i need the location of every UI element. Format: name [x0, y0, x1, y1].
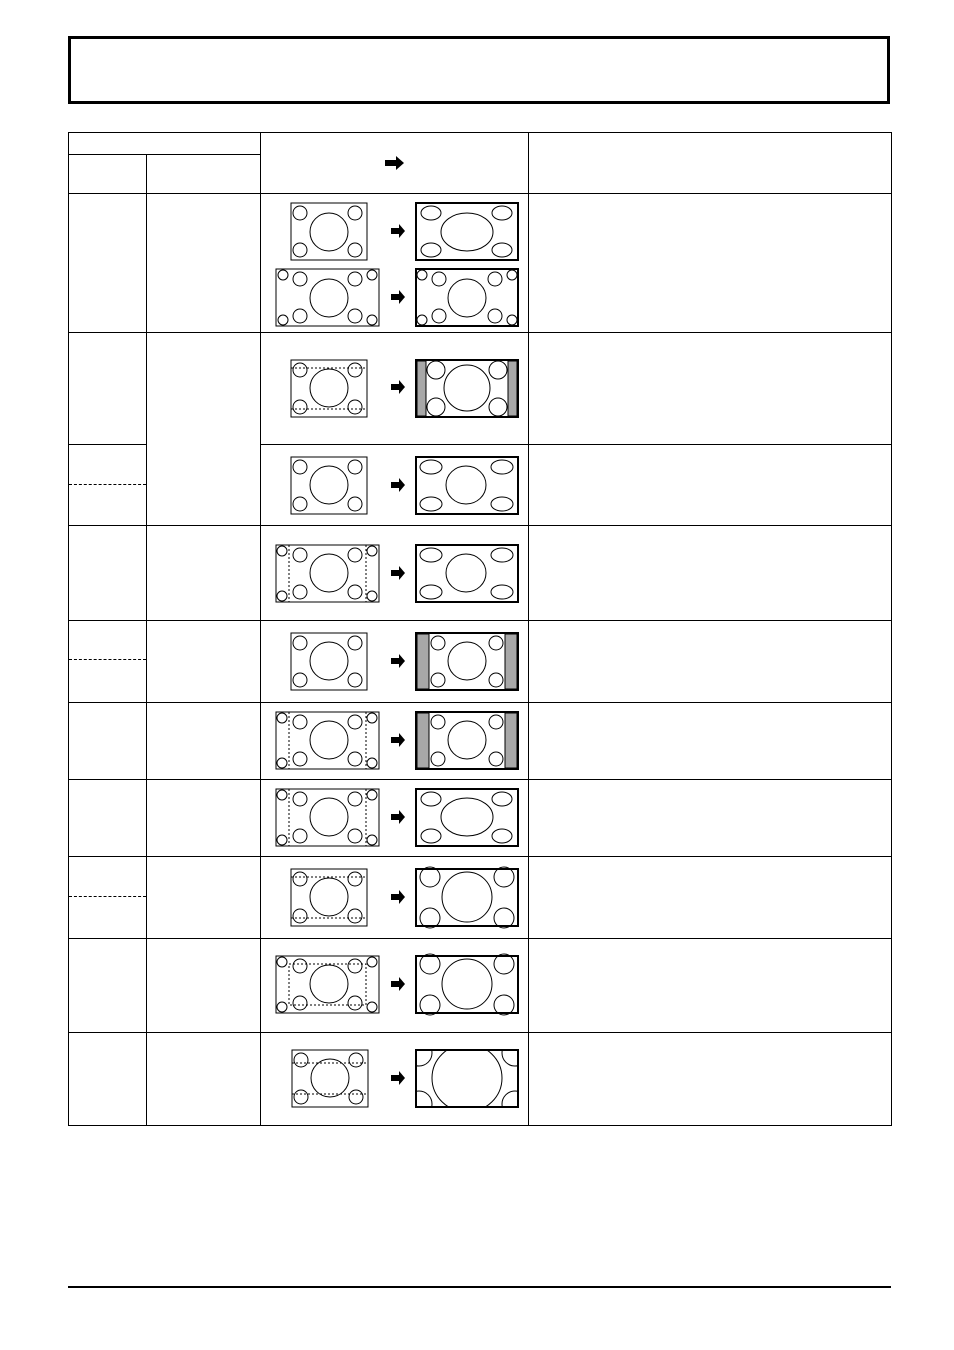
screen-aspect-diagram [261, 621, 529, 702]
right-arrow-icon [385, 156, 405, 170]
row-cell-a [69, 779, 147, 856]
row-a-text [69, 780, 146, 792]
row-a-text [69, 526, 146, 538]
page-title [71, 39, 887, 75]
header-description-label [529, 133, 891, 141]
row-description-text [529, 857, 891, 869]
row-description [529, 1032, 892, 1125]
screen-aspect-diagram [261, 938, 529, 1032]
screen-aspect-diagram [261, 526, 529, 621]
aspect-mode-table [68, 132, 892, 1126]
right-arrow-icon [391, 890, 405, 904]
table-row [69, 621, 892, 702]
row-cell-a [69, 445, 147, 526]
table-row [69, 779, 892, 856]
row-description-text [529, 526, 891, 538]
page-title-box [68, 36, 890, 104]
header-col-b [147, 155, 261, 194]
right-arrow-icon [391, 224, 405, 238]
row-description-text [529, 445, 891, 457]
row-description-text [529, 1033, 891, 1045]
row-cell-a [69, 856, 147, 938]
right-arrow-icon [391, 380, 405, 394]
row-cell-a [69, 194, 147, 333]
dashed-divider [69, 659, 146, 660]
row-description [529, 702, 892, 779]
row-b-text [147, 526, 260, 538]
row-description [529, 856, 892, 938]
row-description-text [529, 194, 891, 206]
header-col-b-label [147, 155, 260, 163]
row-a-text [69, 445, 146, 457]
row-description [529, 938, 892, 1032]
row-description [529, 194, 892, 333]
row-description [529, 333, 892, 445]
row-cell-b [147, 702, 261, 779]
row-cell-b [147, 526, 261, 621]
table-row [69, 702, 892, 779]
row-a-text [69, 333, 146, 345]
screen-aspect-diagram [261, 1032, 529, 1125]
right-arrow-icon [391, 478, 405, 492]
row-b-text [147, 194, 260, 206]
row-cell-b [147, 194, 261, 333]
screen-aspect-diagram [261, 779, 529, 856]
header-description-cell [529, 133, 892, 194]
row-b-text [147, 621, 260, 633]
row-description-text [529, 939, 891, 951]
row-cell-b [147, 856, 261, 938]
right-arrow-icon [391, 733, 405, 747]
row-cell-b [147, 779, 261, 856]
row-cell-b [147, 938, 261, 1032]
screen-aspect-diagram [261, 702, 529, 779]
table-row [69, 1032, 892, 1125]
screen-aspect-diagram [261, 445, 529, 526]
row-a-text [69, 703, 146, 715]
screen-aspect-diagram [261, 194, 529, 333]
table-header-row [69, 133, 892, 155]
header-group-label [69, 133, 260, 141]
header-col-a-label [69, 155, 146, 163]
table-row [69, 194, 892, 333]
row-a-text [69, 621, 146, 633]
row-description-text [529, 621, 891, 633]
row-description [529, 526, 892, 621]
row-a-text [69, 939, 146, 951]
header-col-a [69, 155, 147, 194]
right-arrow-icon [391, 1071, 405, 1085]
row-cell-b [147, 333, 261, 526]
table-row [69, 333, 892, 445]
table-row [69, 526, 892, 621]
header-group-cell [69, 133, 261, 155]
row-description [529, 445, 892, 526]
row-b-text [147, 857, 260, 869]
row-cell-a [69, 333, 147, 445]
row-cell-a [69, 621, 147, 702]
right-arrow-icon [391, 654, 405, 668]
row-description [529, 779, 892, 856]
row-cell-a [69, 526, 147, 621]
row-description-text [529, 703, 891, 715]
row-cell-b [147, 1032, 261, 1125]
table-row [69, 856, 892, 938]
row-description-text [529, 333, 891, 345]
header-diagram-cell [261, 133, 529, 194]
footer-rule [68, 1286, 891, 1288]
dashed-divider [69, 896, 146, 897]
row-b-text [147, 333, 260, 345]
row-b-text [147, 780, 260, 792]
row-cell-a [69, 938, 147, 1032]
table-row [69, 938, 892, 1032]
row-b-text [147, 1033, 260, 1045]
row-cell-a [69, 702, 147, 779]
dashed-divider [69, 484, 146, 485]
right-arrow-icon [391, 977, 405, 991]
row-description-text [529, 780, 891, 792]
row-description [529, 621, 892, 702]
right-arrow-icon [391, 566, 405, 580]
row-cell-b [147, 621, 261, 702]
row-cell-a [69, 1032, 147, 1125]
row-a-text [69, 194, 146, 206]
right-arrow-icon [391, 810, 405, 824]
screen-aspect-diagram [261, 333, 529, 445]
row-a-text [69, 1033, 146, 1045]
row-b-text [147, 939, 260, 951]
row-a-text [69, 857, 146, 869]
row-b-text [147, 703, 260, 715]
screen-aspect-diagram [261, 856, 529, 938]
